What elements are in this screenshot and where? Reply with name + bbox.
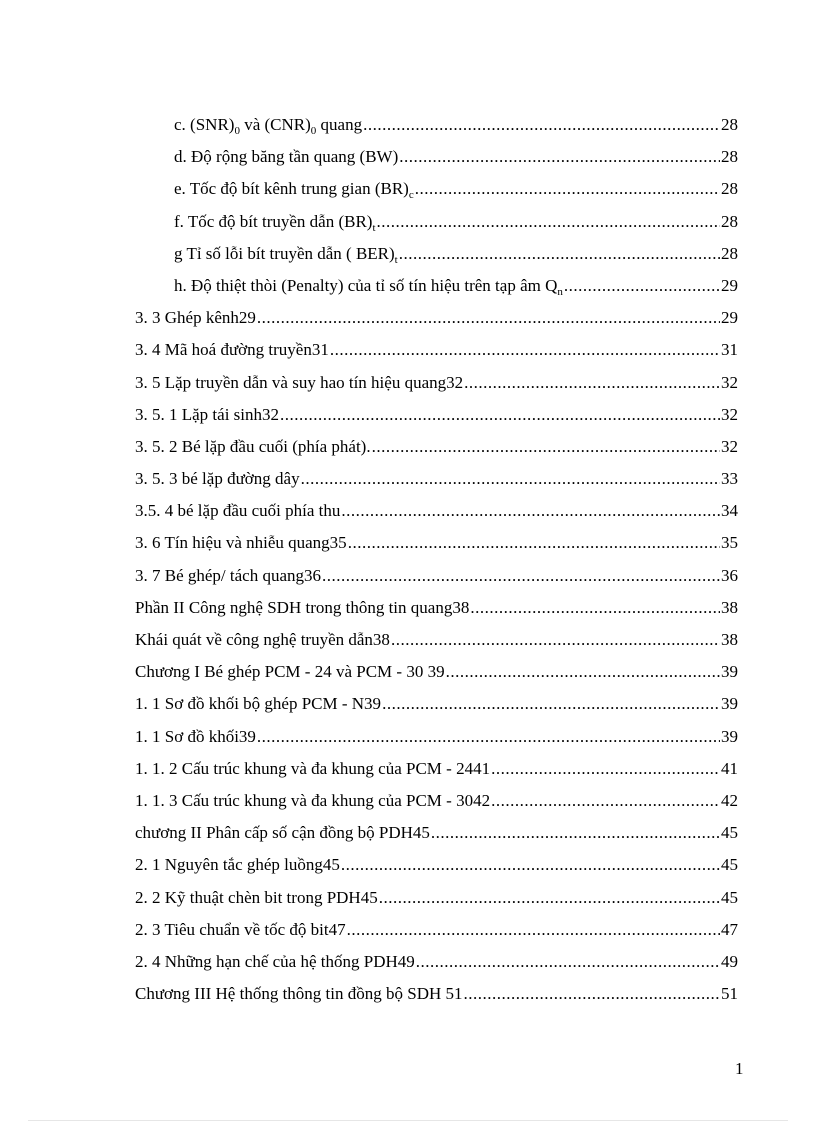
dot-leader <box>416 946 720 978</box>
dot-leader <box>399 238 720 270</box>
toc-entry-subscript: n <box>557 285 563 298</box>
toc-entry-title-text: chương II Phân cấp số cận đồng bộ PDH45 <box>135 823 430 843</box>
toc-entry-title-text: và (CNR) <box>239 115 311 134</box>
toc-entry-title-text: Chương III Hệ thống thông tin đồng bộ SDH 51 <box>135 984 463 1004</box>
toc-entry-title <box>135 849 340 881</box>
toc-entry-page-number: 32 <box>721 436 738 456</box>
toc-entry-title <box>174 206 376 238</box>
toc-entry <box>0 946 816 978</box>
toc-entry <box>0 399 816 431</box>
dot-leader <box>491 785 720 817</box>
toc-entry-page-number: 51 <box>721 984 738 1004</box>
dot-leader <box>330 334 720 366</box>
page-bottom-edge <box>28 1120 788 1121</box>
toc-entry-title-text: Khái quát về công nghệ truyền dẫn38 <box>135 630 390 649</box>
toc-entry <box>0 367 816 399</box>
dot-leader <box>377 206 720 238</box>
toc-entry-title <box>135 656 445 688</box>
toc-entry <box>0 495 816 527</box>
toc-entry-title <box>135 367 463 399</box>
toc-entry-page-number: 45 <box>721 887 738 907</box>
dot-leader <box>470 592 720 624</box>
dot-leader <box>446 656 720 688</box>
dot-leader <box>341 495 720 527</box>
toc-entry-page-number: 38 <box>721 597 738 617</box>
toc-entry-page-number: 42 <box>721 790 738 810</box>
table-of-contents <box>0 109 816 1010</box>
dot-leader <box>301 463 720 495</box>
toc-entry-page-number: 28 <box>721 179 738 199</box>
toc-entry-title-text: 1. 1. 3 Cấu trúc khung và đa khung của PCM - 3042 <box>135 790 491 810</box>
dot-leader <box>464 978 721 1010</box>
toc-entry-title-text: 1. 1. 2 Cấu trúc khung và đa khung của PCM - 2441 <box>135 758 491 778</box>
toc-entry-subscript: t <box>372 221 376 234</box>
toc-entry-title-text: 1. 1 Sơ đồ khối bộ ghép PCM - N39 <box>135 694 382 714</box>
toc-entry-page-number: 28 <box>721 243 738 263</box>
toc-entry-title-text: 3. 6 Tín hiệu và nhiễu quang35 <box>135 533 347 553</box>
toc-entry-page-number: 28 <box>721 211 738 231</box>
toc-entry <box>0 914 816 946</box>
dot-leader <box>322 560 720 592</box>
toc-entry-page-number: 45 <box>721 855 738 875</box>
toc-entry-title <box>174 270 563 302</box>
toc-entry-page-number: 39 <box>721 662 738 682</box>
toc-entry-title <box>135 882 378 914</box>
dot-leader <box>347 914 720 946</box>
toc-entry-title <box>135 334 329 366</box>
toc-entry-title <box>135 527 347 559</box>
toc-entry-title <box>135 592 469 624</box>
toc-entry-title-text: Phần II Công nghệ SDH trong thông tin quang38 <box>135 597 470 617</box>
toc-entry-title-text: 2. 3 Tiêu chuẩn về tốc độ bit47 <box>135 919 346 939</box>
toc-entry-title <box>135 978 463 1010</box>
toc-entry-page-number: 33 <box>721 469 738 489</box>
toc-entry-page-number: 32 <box>721 404 738 424</box>
toc-entry-page-number: 38 <box>721 630 738 649</box>
toc-entry-title-text: quang <box>316 115 363 134</box>
toc-entry-page-number: 39 <box>721 694 738 714</box>
toc-entry-title <box>174 238 398 270</box>
toc-entry <box>0 656 816 688</box>
toc-entry-title-text: 3. 5. 1 Lặp tái sinh32 <box>135 404 280 424</box>
dot-leader <box>399 141 720 173</box>
dot-leader <box>363 109 720 141</box>
toc-entry-title <box>135 431 371 463</box>
toc-entry <box>0 817 816 849</box>
toc-entry-title-text: 3. 7 Bé ghép/ tách quang36 <box>135 565 322 585</box>
dot-leader <box>415 173 720 205</box>
toc-entry <box>0 785 816 817</box>
toc-entry <box>0 753 816 785</box>
toc-entry <box>0 592 816 624</box>
toc-entry-title-text: e. Tốc độ bít kênh trung gian (BR) <box>174 179 409 199</box>
toc-entry-page-number: 31 <box>721 340 738 360</box>
toc-entry-page-number: 47 <box>721 919 738 939</box>
toc-entry <box>0 978 816 1010</box>
toc-entry-title <box>135 946 415 978</box>
dot-leader <box>348 527 720 559</box>
toc-entry-title-text: c. (SNR) <box>174 115 235 134</box>
toc-entry-page-number: 29 <box>721 275 738 295</box>
toc-entry-title-text: 3. 5 Lặp truyền dẫn và suy hao tín hiệu quang32 <box>135 372 464 392</box>
toc-entry-title-text: Chương I Bé ghép PCM - 24 và PCM - 30 39 <box>135 662 445 682</box>
toc-entry <box>0 882 816 914</box>
toc-entry-page-number: 45 <box>721 823 738 843</box>
toc-entry <box>0 270 816 302</box>
toc-entry-subscript: c <box>408 189 414 202</box>
toc-entry-title <box>135 721 256 753</box>
dot-leader <box>564 270 720 302</box>
dot-leader <box>280 399 720 431</box>
dot-leader <box>257 721 720 753</box>
toc-entry-title-text: h. Độ thiệt thòi (Penalty) của tỉ số tín hiệu trên tạp âm Q <box>174 275 558 295</box>
toc-entry-title <box>174 141 398 173</box>
toc-entry-subscript: 0 <box>234 125 240 137</box>
toc-entry-page-number: 34 <box>721 501 738 521</box>
toc-entry-title <box>135 817 430 849</box>
toc-entry-title <box>135 914 346 946</box>
toc-entry-page-number: 32 <box>721 372 738 392</box>
dot-leader <box>382 688 720 720</box>
toc-entry <box>0 334 816 366</box>
toc-entry <box>0 560 816 592</box>
toc-entry-title <box>174 109 362 141</box>
toc-entry-title <box>135 399 279 431</box>
toc-entry-title <box>135 463 300 495</box>
toc-entry-page-number: 41 <box>721 758 738 778</box>
dot-leader <box>391 624 720 656</box>
dot-leader <box>379 882 720 914</box>
toc-entry-page-number: 29 <box>721 308 738 328</box>
toc-entry <box>0 688 816 720</box>
toc-entry-title-text: 2. 4 Những hạn chế của hệ thống PDH49 <box>135 951 415 971</box>
toc-entry-title <box>135 560 321 592</box>
toc-entry-title-text: 2. 1 Nguyên tắc ghép luồng45 <box>135 855 340 875</box>
toc-entry-title <box>135 753 490 785</box>
toc-entry-title <box>135 688 381 720</box>
dot-leader <box>341 849 720 881</box>
toc-entry-title-text: f. Tốc độ bít truyền dẫn (BR) <box>174 211 373 231</box>
toc-entry-subscript: t <box>394 253 398 266</box>
toc-entry <box>0 206 816 238</box>
toc-entry-page-number: 28 <box>721 147 738 167</box>
toc-entry-title-text: g Tỉ số lỗi bít truyền dẫn ( BER) <box>174 243 395 263</box>
toc-entry <box>0 141 816 173</box>
toc-entry <box>0 109 816 141</box>
toc-entry-title-text: 3. 5. 2 Bé lặp đầu cuối (phía phát). <box>135 436 371 456</box>
toc-entry-page-number: 36 <box>721 565 738 585</box>
toc-entry-subscript: 0 <box>310 125 317 137</box>
toc-entry <box>0 849 816 881</box>
toc-entry-title-text: 2. 2 Kỹ thuật chèn bit trong PDH45 <box>135 887 378 907</box>
toc-entry <box>0 431 816 463</box>
toc-entry <box>0 302 816 334</box>
toc-entry-title-text: 3. 3 Ghép kênh29 <box>135 308 256 328</box>
toc-entry-title-text: 1. 1 Sơ đồ khối39 <box>135 726 256 746</box>
dot-leader <box>464 367 720 399</box>
toc-entry-page-number: 49 <box>721 951 738 971</box>
toc-entry <box>0 527 816 559</box>
dot-leader <box>257 302 720 334</box>
toc-entry-title-text: 3. 5. 3 bé lặp đường dây <box>135 469 300 489</box>
toc-entry-title <box>135 785 490 817</box>
toc-entry-page-number: 35 <box>721 533 738 553</box>
dot-leader <box>431 817 720 849</box>
toc-entry <box>0 463 816 495</box>
toc-entry <box>0 238 816 270</box>
toc-entry <box>0 173 816 205</box>
toc-entry-title <box>135 624 390 656</box>
toc-entry <box>0 721 816 753</box>
dot-leader <box>491 753 720 785</box>
toc-entry-title <box>135 302 256 334</box>
page-number: 1 <box>735 1059 744 1078</box>
toc-entry-title <box>135 495 340 527</box>
toc-entry <box>0 624 816 656</box>
toc-entry-page-number: 39 <box>721 726 738 746</box>
toc-entry-title <box>174 173 414 205</box>
dot-leader <box>372 431 720 463</box>
toc-entry-title-text: 3.5. 4 bé lặp đầu cuối phía thu <box>135 501 341 521</box>
toc-entry-title-text: d. Độ rộng băng tần quang (BW) <box>174 147 399 167</box>
toc-entry-page-number: 28 <box>721 115 738 134</box>
toc-entry-title-text: 3. 4 Mã hoá đường truyền31 <box>135 340 329 360</box>
